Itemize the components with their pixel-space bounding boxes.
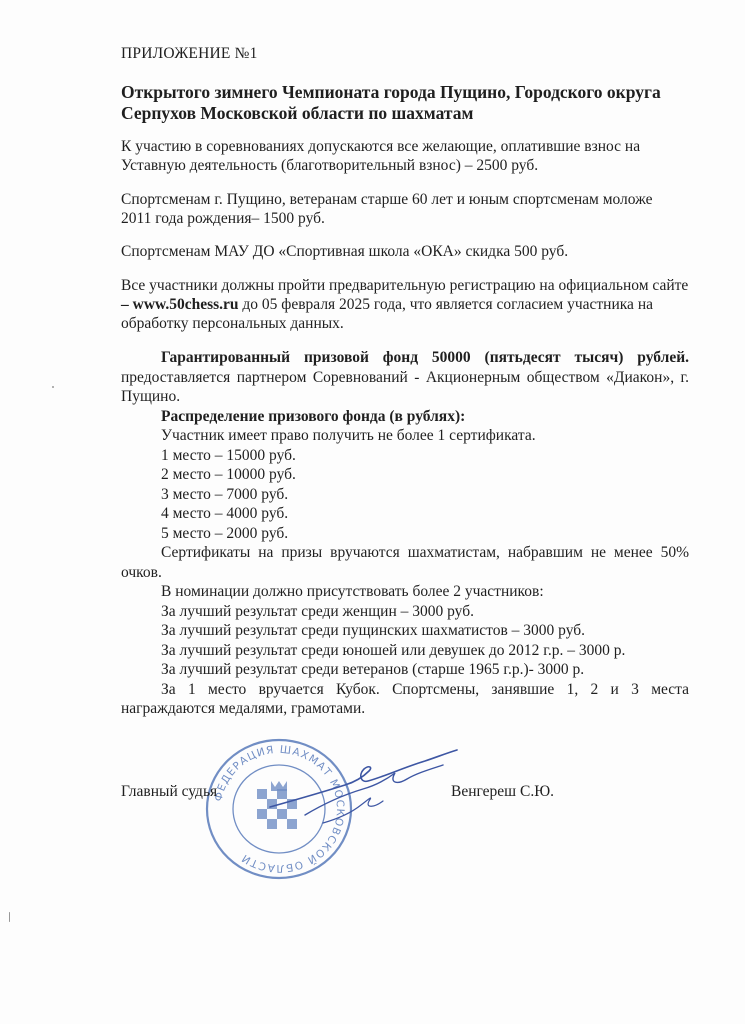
entry-fee-paragraph: К участию в соревнованиях допускаются все желающие, оплатившие взнос на Уставную деятельность (благотворительный взнос) – 2500 руб.: [121, 138, 641, 174]
place-4-prize: 4 место – 4000 руб.: [161, 505, 289, 522]
nomination-local-players: За лучший результат среди пущинских шахматистов – 3000 руб.: [161, 622, 586, 639]
annex-label: ПРИЛОЖЕНИЕ №1: [121, 45, 258, 62]
place-1-prize: 1 место – 15000 руб.: [161, 446, 296, 464]
registration-text-start: Все участники должны пройти предварительную регистрацию на официальном сайте: [121, 277, 689, 294]
prize-fund-text: предоставляется партнером Соревнований - Акционерным обществом «Диакон», г. Пущино.: [121, 368, 689, 405]
stamp-text: ФЕДЕРАЦИЯ ШАХМАТ МОСКОВСКОЙ ОБЛАСТИ: [212, 743, 347, 875]
registration-paragraph: [121, 276, 691, 333]
reduced-fee-paragraph: Спортсменам г. Пущино, ветеранам старше 60 лет и юным спортсменам моложе 2011 года рождения– 1500 руб.: [121, 191, 653, 227]
place-2-prize: 2 место – 10000 руб.: [161, 466, 296, 483]
scan-speck: [52, 386, 54, 388]
handwritten-signature: [265, 745, 465, 835]
discount-paragraph: Спортсменам МАУ ДО «Спортивная школа «ОКА» скидка 500 руб.: [121, 243, 569, 260]
nomination-veterans: За лучший результат среди ветеранов (старше 1965 г.р.)- 3000 р.: [161, 661, 585, 678]
certificates-condition: Сертификаты на призы вручаются шахматистам, набравшим не менее 50% очков.: [121, 544, 689, 581]
nomination-juniors: За лучший результат среди юношей или девушек до 2012 г.р. – 3000 р.: [161, 641, 626, 659]
distribution-heading: Распределение призового фонда (в рублях):: [161, 407, 466, 425]
chief-judge-label: Главный судья: [121, 783, 218, 800]
prize-fund-paragraph: [121, 348, 689, 407]
nomination-women: За лучший результат среди женщин – 3000 руб.: [161, 602, 474, 620]
nomination-rule: В номинации должно присутствовать более 2 участников:: [161, 583, 544, 600]
scan-speck: [9, 912, 10, 922]
prize-fund-heading: Гарантированный призовой фонд 50000 (пятьдесят тысяч) рублей.: [161, 349, 689, 366]
prize-section: [121, 348, 689, 719]
place-5-prize: 5 место – 2000 руб.: [161, 524, 289, 542]
place-3-prize: 3 место – 7000 руб.: [161, 485, 289, 503]
document-title: Открытого зимнего Чемпионата города Пущино, Городского округа Серпухов Московской области по шахматам: [121, 82, 661, 123]
certificate-limit: Участник имеет право получить не более 1 сертификата.: [161, 427, 536, 444]
registration-site-link[interactable]: – www.50chess.ru: [121, 296, 239, 313]
registration-text-end: до 05 февраля 2025 года, что является согласием участника на обработку персональных данных.: [121, 296, 653, 332]
chief-judge-name: Венгереш С.Ю.: [451, 783, 555, 800]
awards-paragraph: За 1 место вручается Кубок. Спортсмены, занявшие 1, 2 и 3 места награждаются медалями, грамотами.: [121, 680, 689, 717]
